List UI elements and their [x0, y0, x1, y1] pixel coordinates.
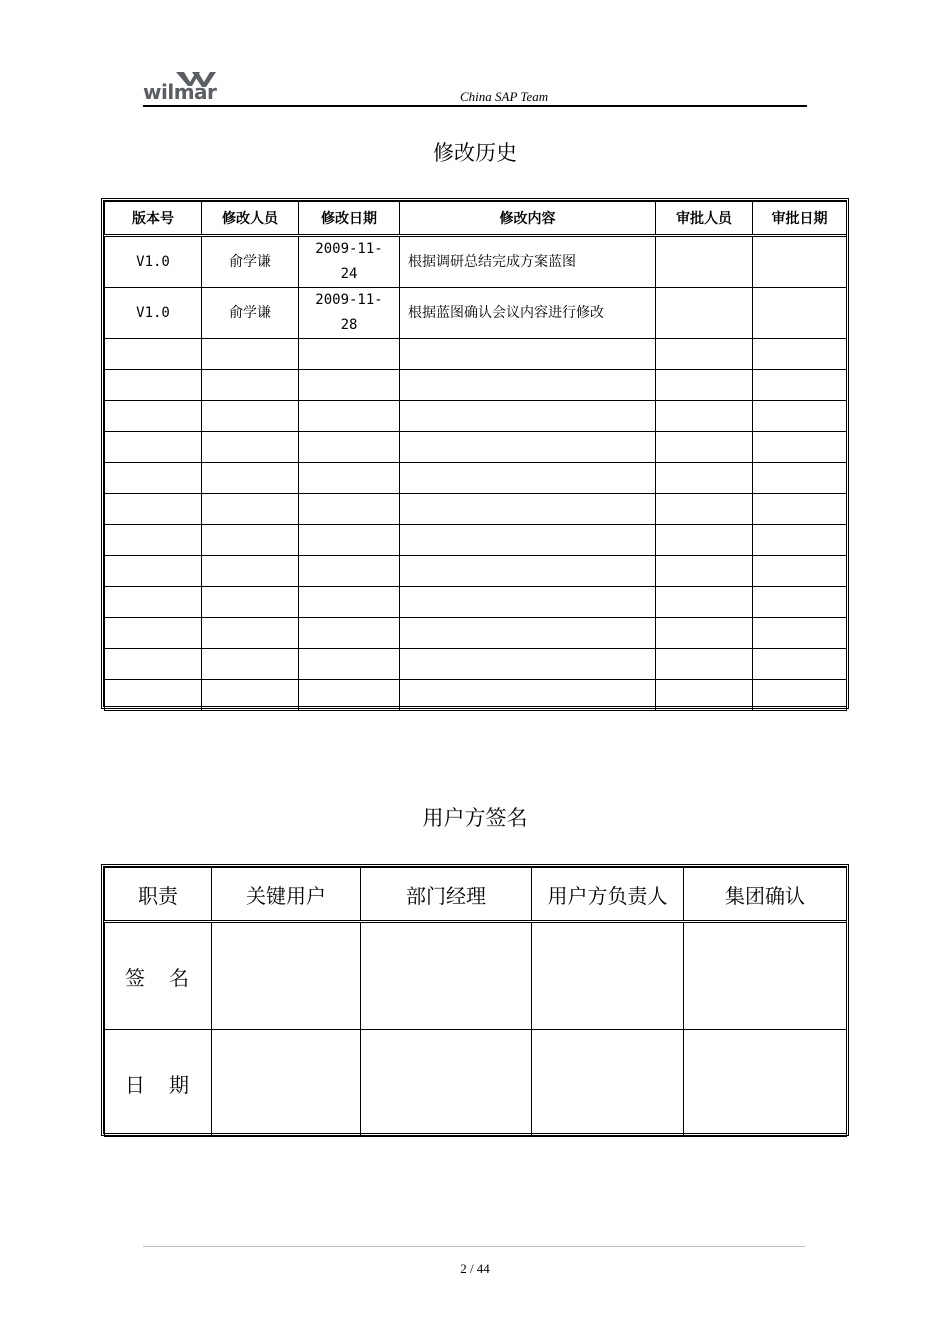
- empty-row: [105, 339, 847, 370]
- empty-row: [105, 463, 847, 494]
- cell-content: 根据蓝图确认会议内容进行修改: [400, 288, 656, 339]
- table-header-row: [105, 868, 847, 922]
- revision-history-table: [101, 198, 849, 709]
- empty-row: [105, 649, 847, 680]
- cell-author: 俞学谦: [202, 236, 299, 288]
- signature-cell[interactable]: [684, 922, 847, 1030]
- col-header-approver: 审批人员: [656, 202, 753, 236]
- empty-row: [105, 525, 847, 556]
- col-header-key-user: 关键用户: [212, 868, 361, 922]
- cell-date: [299, 236, 400, 288]
- cell-version: V1.0: [105, 236, 202, 288]
- signoff-table: [101, 864, 849, 1136]
- col-header-role: 职责: [105, 868, 212, 922]
- signature-cell[interactable]: [212, 922, 361, 1030]
- empty-row: [105, 401, 847, 432]
- cell-content: 根据调研总结完成方案蓝图: [400, 236, 656, 288]
- cell-version: V1.0: [105, 288, 202, 339]
- cell-approver: [656, 288, 753, 339]
- cell-approver: [656, 236, 753, 288]
- row-label-date: 日 期: [105, 1030, 212, 1137]
- col-header-approve-date: 审批日期: [753, 202, 847, 236]
- col-header-date: 修改日期: [299, 202, 400, 236]
- table-row: [105, 288, 847, 339]
- date-cell[interactable]: [361, 1030, 532, 1137]
- empty-row: [105, 494, 847, 525]
- empty-row: [105, 370, 847, 401]
- header-team: China SAP Team: [460, 89, 549, 104]
- col-header-dept-manager: 部门经理: [361, 868, 532, 922]
- cell-date: [299, 288, 400, 339]
- signoff-title: 用户方签名: [422, 806, 528, 830]
- signature-cell[interactable]: [532, 922, 684, 1030]
- signature-cell[interactable]: [361, 922, 532, 1030]
- cell-approve-date: [753, 236, 847, 288]
- revision-history-title: 修改历史: [433, 141, 517, 165]
- page-number: 2 / 44: [460, 1261, 490, 1276]
- empty-row: [105, 432, 847, 463]
- cell-approve-date: [753, 288, 847, 339]
- col-header-author: 修改人员: [202, 202, 299, 236]
- empty-row: [105, 680, 847, 711]
- date-cell[interactable]: [684, 1030, 847, 1137]
- row-label-signature: 签 名: [105, 922, 212, 1030]
- date-row: [105, 1030, 847, 1137]
- wilmar-logo: [143, 70, 223, 104]
- cell-date-text: 2009-11-28: [315, 292, 383, 333]
- signature-row: [105, 922, 847, 1030]
- table-row: [105, 236, 847, 288]
- date-cell[interactable]: [212, 1030, 361, 1137]
- empty-row: [105, 556, 847, 587]
- empty-row: [105, 587, 847, 618]
- col-header-content: 修改内容: [400, 202, 656, 236]
- footer-divider: [143, 1246, 805, 1247]
- header-divider: [143, 105, 807, 107]
- col-header-user-lead: 用户方负责人: [532, 868, 684, 922]
- date-cell[interactable]: [532, 1030, 684, 1137]
- cell-author: 俞学谦: [202, 288, 299, 339]
- logo-text: wilmar: [143, 80, 217, 104]
- col-header-group-confirm: 集团确认: [684, 868, 847, 922]
- col-header-version: 版本号: [105, 202, 202, 236]
- cell-date-text: 2009-11-24: [315, 241, 383, 282]
- empty-row: [105, 618, 847, 649]
- table-header-row: [105, 202, 847, 236]
